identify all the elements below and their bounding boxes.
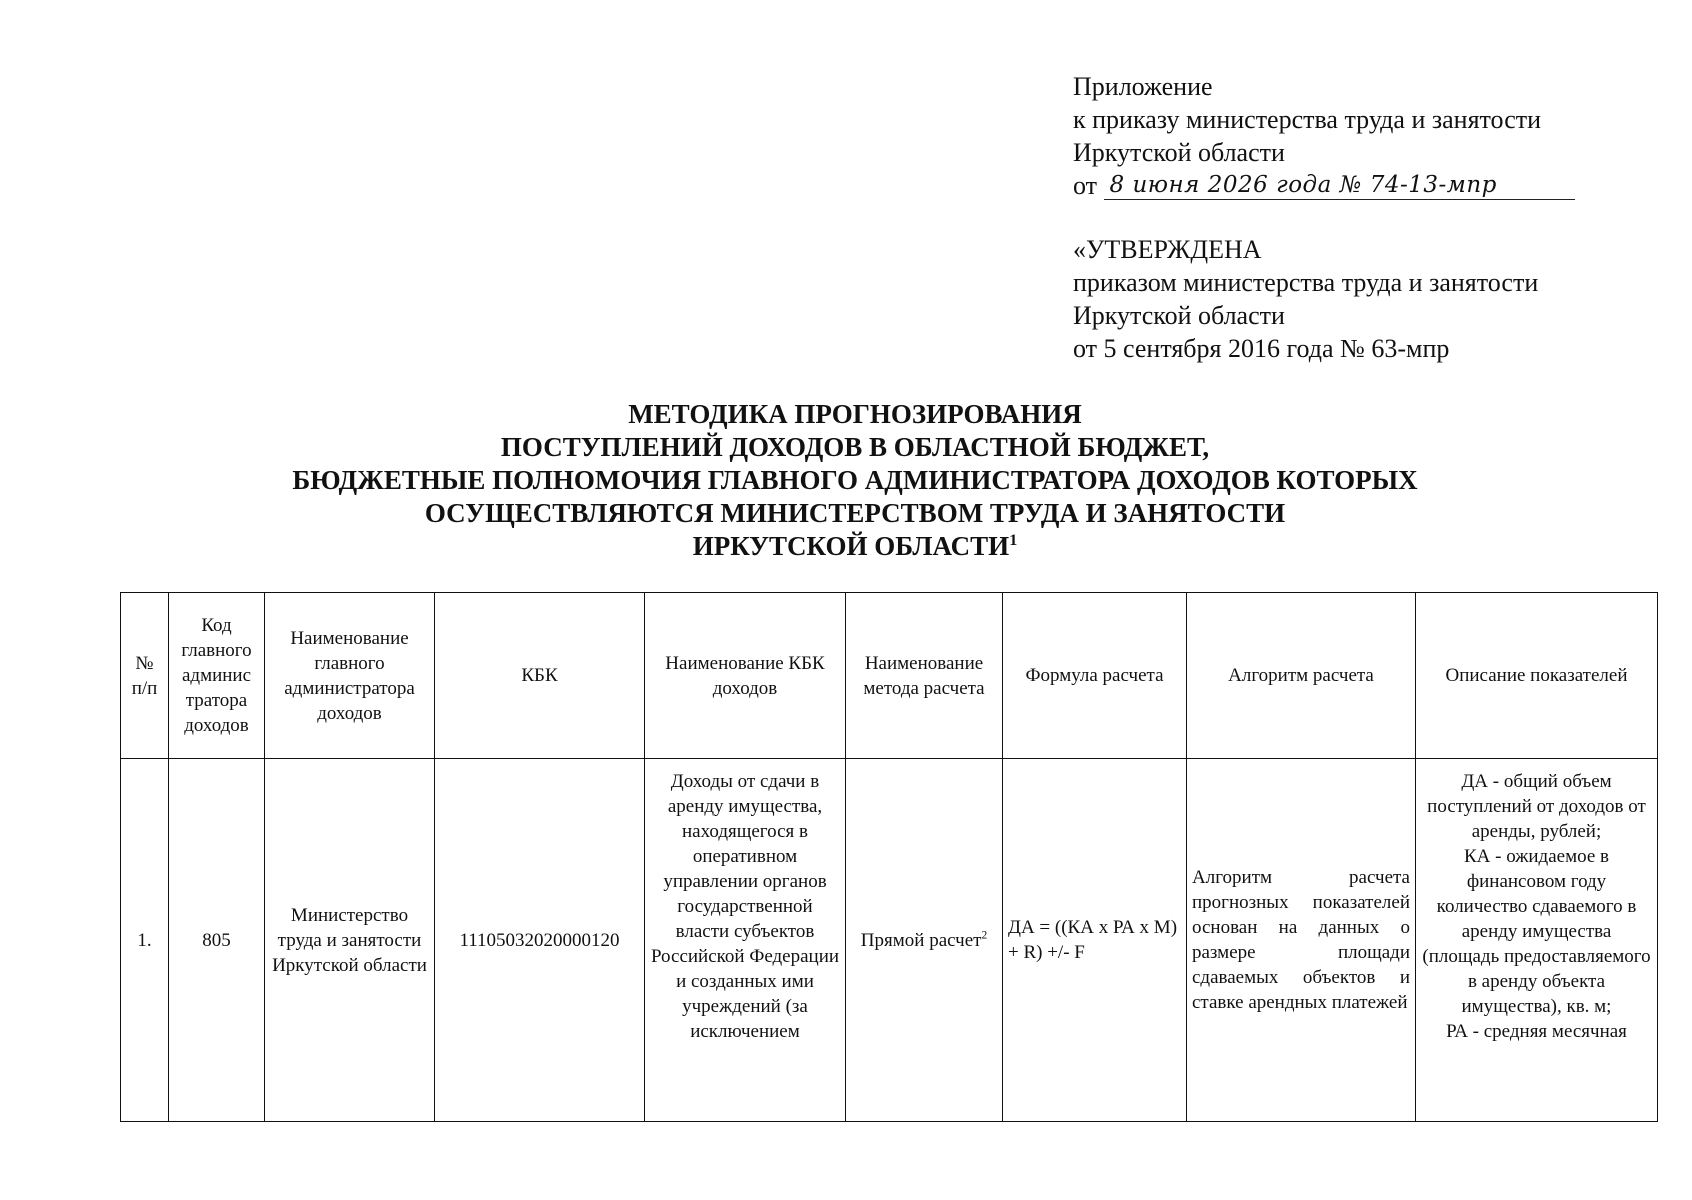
cell-description: [1416, 759, 1658, 1122]
title-line-1: МЕТОДИКА ПРОГНОЗИРОВАНИЯ: [628, 399, 1082, 429]
cell-method: [846, 759, 1003, 1122]
appendix-region: Иркутской области: [1073, 138, 1285, 167]
handwritten-date-number: 8 июня 2026 года № 74-13-мпр: [1104, 169, 1575, 200]
title-footnote-mark: 1: [1009, 531, 1018, 549]
approval-region: Иркутской области: [1073, 301, 1285, 330]
cell-kbk: 11105032020000120: [435, 759, 645, 1122]
header-algorithm: Алгоритм расчета: [1187, 593, 1416, 759]
appendix-header: [1073, 70, 1633, 202]
appendix-order-ref: к приказу министерства труда и занятости: [1073, 105, 1542, 134]
cell-algorithm: Алгоритм расчета прогнозных показателей основан на данных о размере площади сдаваемых объектов и ставке арендных платежей: [1187, 759, 1416, 1122]
cell-kbk-name: Доходы от сдачи в аренду имущества, находящегося в оперативном управлении органов государственной власти субъектов Российской Федерации и созданных ими учреждений (за исключением: [645, 759, 846, 1122]
description-item: КА - ожидаемое в финансовом году количество сдаваемого в аренду имущества (площадь предоставляемого в аренду объекта имущества), кв. м;: [1422, 846, 1651, 1017]
document-title: [110, 398, 1600, 563]
description-list: [1421, 769, 1652, 1044]
header-kbk-name: Наименование КБК доходов: [645, 593, 846, 759]
method-text: Прямой расчет: [860, 929, 982, 951]
title-line-4: ОСУЩЕСТВЛЯЮТСЯ МИНИСТЕРСТВОМ ТРУДА И ЗАНЯТОСТИ: [424, 498, 1286, 528]
appendix-from-prefix: от: [1073, 171, 1098, 200]
header-description: Описание показателей: [1416, 593, 1658, 759]
title-line-5: [110, 530, 1600, 563]
header-code: Код главного админис тратора доходов: [169, 593, 265, 759]
approval-order: приказом министерства труда и занятости: [1073, 268, 1539, 297]
approval-date: от 5 сентября 2016 года № 63-мпр: [1073, 334, 1450, 363]
header-num: № п/п: [121, 593, 169, 759]
header-method: Наименование метода расчета: [846, 593, 1003, 759]
title-line-2: ПОСТУПЛЕНИЙ ДОХОДОВ В ОБЛАСТНОЙ БЮДЖЕТ,: [500, 432, 1210, 462]
approval-label: «УТВЕРЖДЕНА: [1073, 235, 1262, 264]
methodology-table: [120, 592, 1658, 1122]
cell-num: 1.: [121, 759, 169, 1122]
method-footnote-mark: 2: [981, 929, 988, 942]
table-row: [121, 759, 1658, 1122]
header-formula: Формула расчета: [1003, 593, 1187, 759]
cell-formula: ДА = ((КА х РА х М) + R) +/- F: [1003, 759, 1187, 1122]
title-line-3: БЮДЖЕТНЫЕ ПОЛНОМОЧИЯ ГЛАВНОГО АДМИНИСТРАТОРА ДОХОДОВ КОТОРЫХ: [292, 465, 1418, 495]
title-line-5-text: ИРКУТСКОЙ ОБЛАСТИ: [692, 531, 1010, 561]
approval-block: [1073, 233, 1633, 365]
cell-code: 805: [169, 759, 265, 1122]
description-item: РА - средняя месячная: [1446, 1021, 1627, 1042]
appendix-date-row: [1073, 169, 1633, 202]
appendix-label: Приложение: [1073, 72, 1213, 101]
cell-admin-name: Министерство труда и занятости Иркутской области: [265, 759, 435, 1122]
description-item: ДА - общий объем поступлений от доходов от аренды, рублей;: [1427, 771, 1646, 842]
header-kbk: КБК: [435, 593, 645, 759]
header-admin-name: Наименование главного администратора доходов: [265, 593, 435, 759]
table-header-row: [121, 593, 1658, 759]
